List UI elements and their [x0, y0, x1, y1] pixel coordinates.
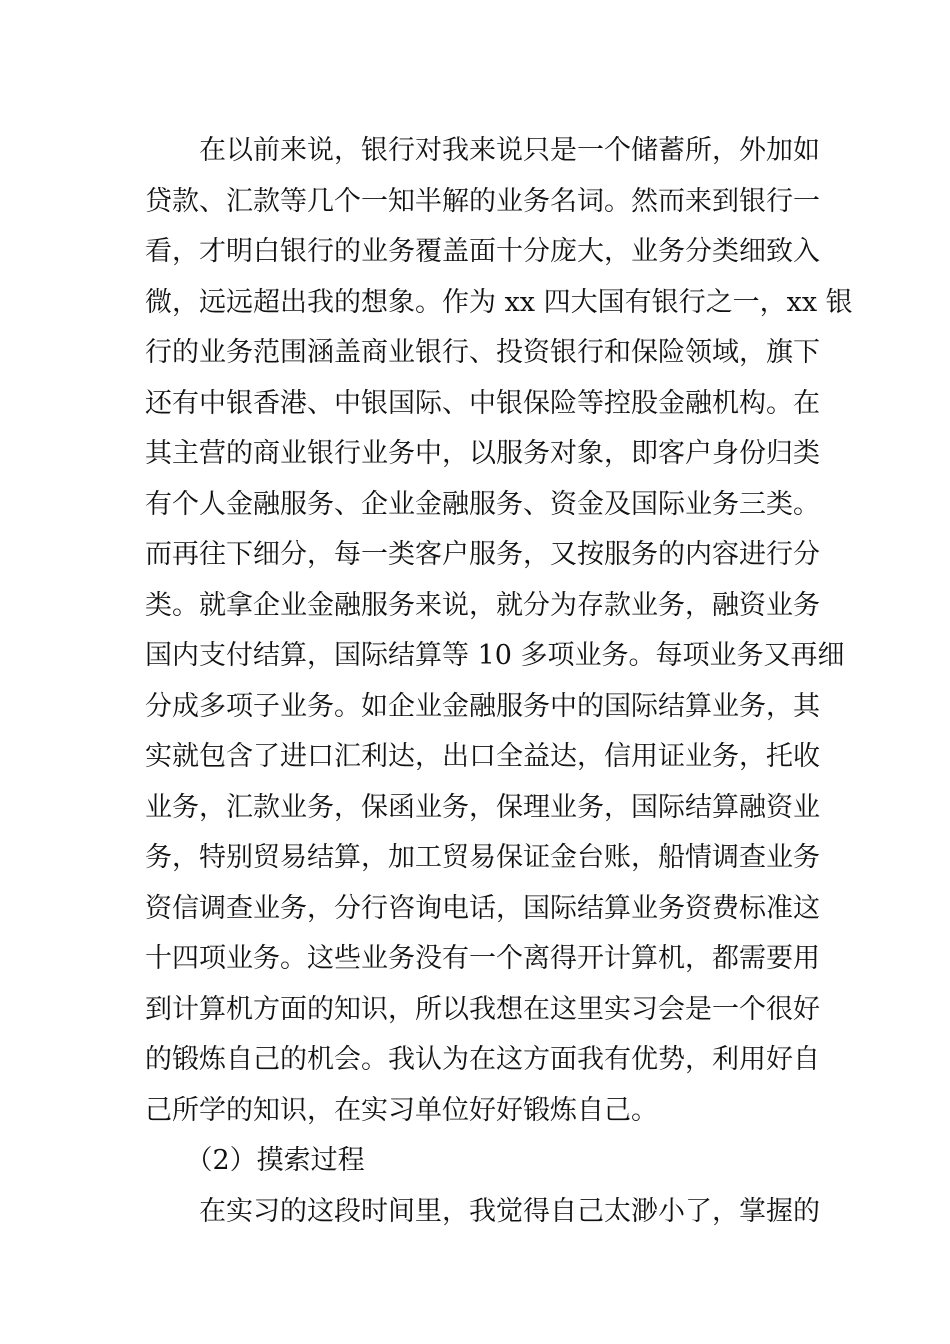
text-line: 己所学的知识，在实习单位好好锻炼自己。 [145, 1094, 658, 1126]
text-line: 国内支付结算，国际结算等 10 多项业务。每项业务又再细 [145, 640, 845, 671]
text-line: 有个人金融服务、企业金融服务、资金及国际业务三类。 [145, 488, 820, 520]
text-line: 实就包含了进口汇利达，出口全益达，信用证业务，托收 [145, 741, 820, 772]
text-line: 务，特别贸易结算，加工贸易保证金台账，船情调查业务 [145, 842, 820, 873]
text-line: 类。就拿企业金融服务来说，就分为存款业务，融资业务 [145, 589, 820, 621]
text-line: 其主营的商业银行业务中，以服务对象，即客户身份归类 [145, 438, 820, 469]
text-line: 而再往下细分，每一类客户服务，又按服务的内容进行分 [145, 539, 820, 570]
text-line: 还有中银香港、中银国际、中银保险等控股金融机构。在 [145, 387, 820, 419]
section-heading: （2）摸索过程 [145, 1145, 365, 1176]
body-text [145, 126, 853, 1237]
text-line: 贷款、汇款等几个一知半解的业务名词。然而来到银行一 [145, 185, 820, 217]
text-line: 的锻炼自己的机会。我认为在这方面我有优势，利用好自 [145, 1044, 820, 1075]
text-line: 在实习的这段时间里，我觉得自己太渺小了，掌握的 [145, 1195, 820, 1227]
text-line: 十四项业务。这些业务没有一个离得开计算机，都需要用 [145, 943, 820, 974]
text-line: 行的业务范围涵盖商业银行、投资银行和保险领域，旗下 [145, 337, 820, 368]
text-line: 在以前来说，银行对我来说只是一个储蓄所，外加如 [145, 135, 820, 166]
text-line: 资信调查业务，分行咨询电话，国际结算业务资费标准这 [145, 892, 820, 924]
text-line: 看，才明白银行的业务覆盖面十分庞大，业务分类细致入 [145, 236, 820, 267]
text-line: 到计算机方面的知识，所以我想在这里实习会是一个很好 [145, 993, 820, 1025]
text-line: 微，远远超出我的想象。作为 xx 四大国有银行之一，xx 银 [145, 286, 853, 318]
text-line: 分成多项子业务。如企业金融服务中的国际结算业务，其 [145, 690, 820, 722]
text-line: 业务，汇款业务，保函业务，保理业务，国际结算融资业 [145, 791, 820, 823]
